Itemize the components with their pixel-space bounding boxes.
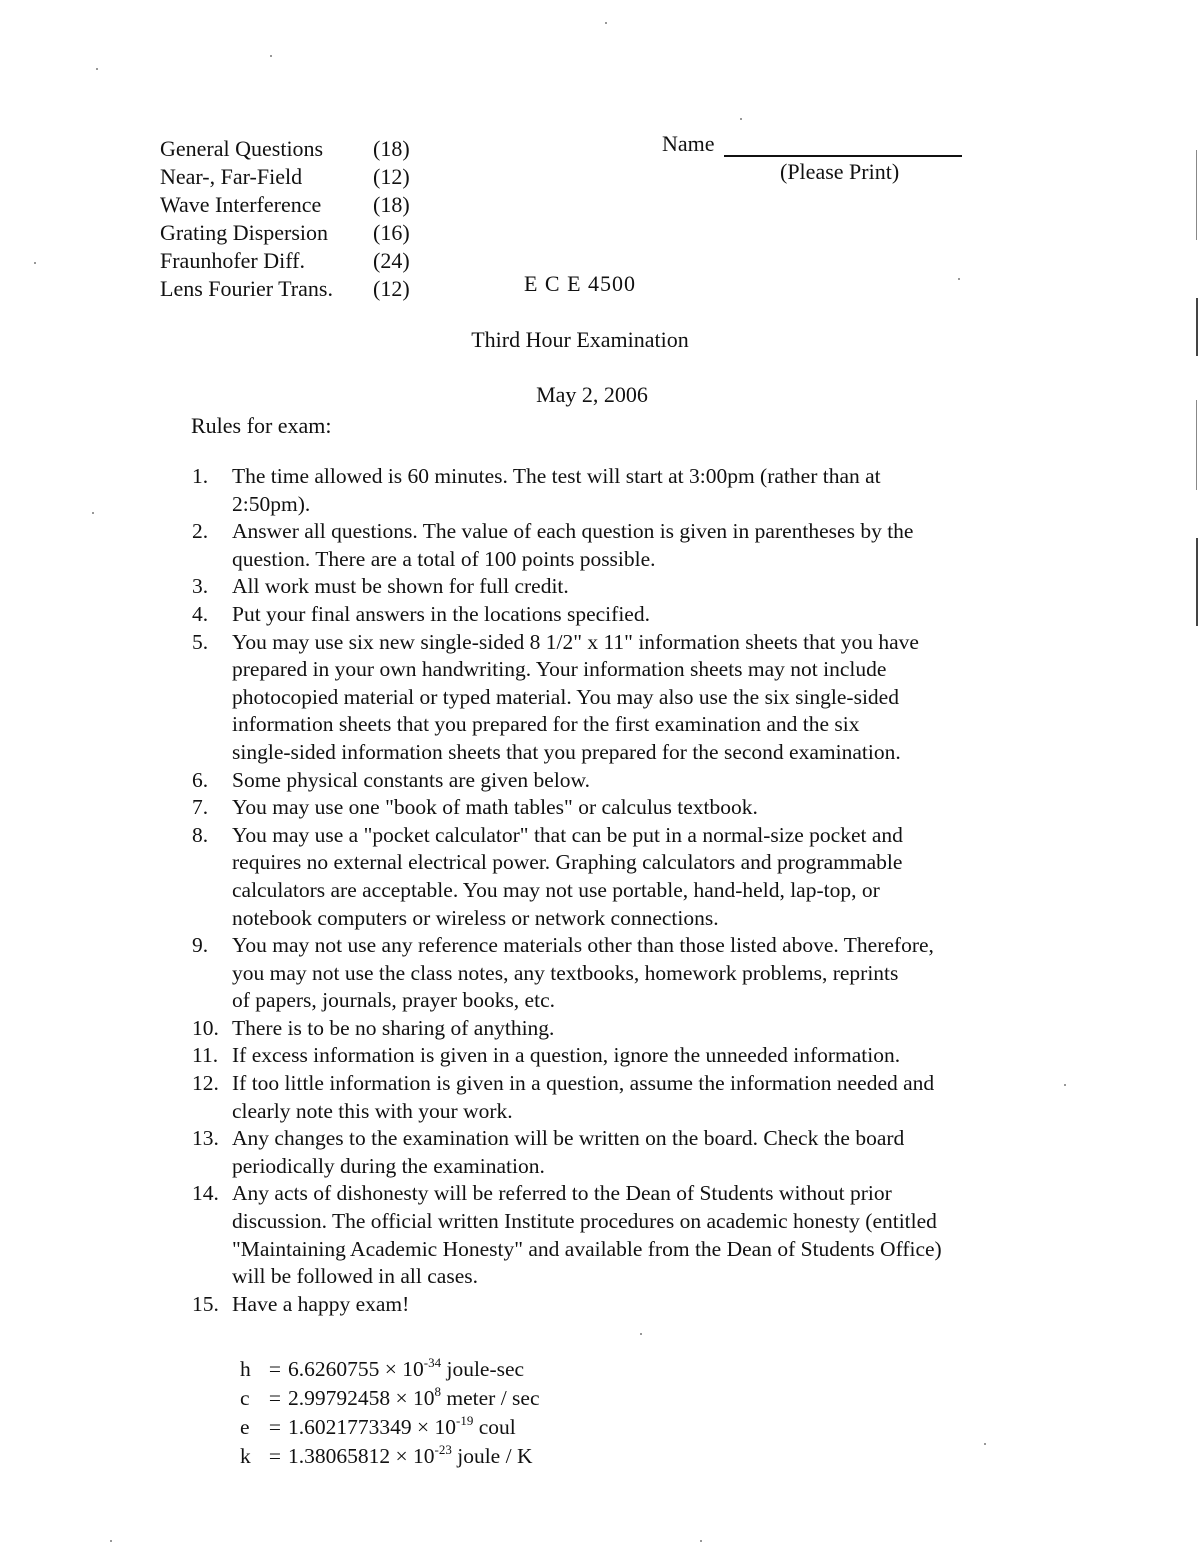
rules-heading: Rules for exam: xyxy=(191,413,332,438)
list-item xyxy=(192,629,1022,767)
constant-unit: coul xyxy=(478,1415,516,1439)
scan-speck xyxy=(740,118,742,120)
name-blank-line[interactable] xyxy=(724,155,962,157)
rule-text: Answer all questions. The value of each question is given in parentheses by the question. There are a total of 100 points possible. xyxy=(232,519,914,571)
rule-text: You may use six new single-sided 8 1/2" x 11" information sheets that you have prepared in your own handwriting. Your information sheets may not include photocopied material or typed material. You may also use the six single-sided information sheets that you prepared for the first examination and the six single-sided information sheets that you prepared for the second examination. xyxy=(232,629,919,764)
list-item xyxy=(192,1291,1022,1319)
constant-symbol: k xyxy=(240,1444,251,1468)
rules-list xyxy=(192,463,1022,1318)
constant-exponent: -19 xyxy=(456,1413,474,1428)
scan-speck xyxy=(96,68,98,70)
exam-date: May 2, 2006 xyxy=(536,382,648,407)
scan-speck xyxy=(92,512,94,514)
rule-number: 9. xyxy=(192,933,209,958)
equals-sign: = xyxy=(268,1444,282,1468)
scan-speck xyxy=(958,278,960,280)
times-ten: × 10 xyxy=(395,1386,435,1410)
list-item xyxy=(192,601,1022,629)
scan-speck xyxy=(700,1540,702,1542)
score-points: (12) xyxy=(373,164,410,189)
list-item xyxy=(192,1125,1022,1180)
rule-text: The time allowed is 60 minutes. The test will start at 3:00pm (rather than at 2:50pm). xyxy=(232,464,881,516)
score-topic: Fraunhofer Diff. xyxy=(160,248,305,273)
scan-speck xyxy=(984,1443,986,1445)
rule-text: Any changes to the examination will be written on the board. Check the board periodically during the examination. xyxy=(232,1126,905,1178)
name-field-block xyxy=(662,130,972,190)
constant-unit: joule-sec xyxy=(446,1357,525,1381)
score-topic: General Questions xyxy=(160,136,324,161)
rule-number: 4. xyxy=(192,601,209,626)
rule-text: You may use one "book of math tables" or calculus textbook. xyxy=(232,795,758,820)
rule-number: 1. xyxy=(192,464,209,488)
score-points: (12) xyxy=(373,276,410,301)
list-item xyxy=(192,932,1022,1015)
rule-text: Some physical constants are given below. xyxy=(232,767,591,792)
list-item xyxy=(192,1015,1022,1043)
rule-number: 8. xyxy=(192,822,209,847)
list-item xyxy=(192,767,1022,795)
scan-speck xyxy=(270,55,272,57)
list-item xyxy=(192,794,1022,822)
constant-row xyxy=(240,1442,540,1471)
equals-sign: = xyxy=(268,1415,282,1439)
list-item xyxy=(192,822,1022,932)
constant-exponent: 8 xyxy=(434,1384,442,1399)
rule-text: If excess information is given in a question, ignore the unneeded information. xyxy=(232,1043,901,1068)
scan-edge-mark xyxy=(1196,538,1198,626)
scan-speck xyxy=(34,262,36,264)
times-ten: × 10 xyxy=(384,1357,424,1381)
list-item xyxy=(192,1180,1022,1290)
list-item xyxy=(192,1042,1022,1070)
scan-edge-mark xyxy=(1196,400,1197,490)
name-label: Name xyxy=(662,131,715,156)
constant-exponent: -23 xyxy=(434,1442,452,1457)
rule-number: 12. xyxy=(192,1071,219,1096)
score-points: (16) xyxy=(373,220,410,245)
physical-constants xyxy=(240,1355,540,1471)
rule-number: 6. xyxy=(192,767,209,792)
rule-number: 14. xyxy=(192,1181,219,1206)
score-topic: Wave Interference xyxy=(160,192,322,217)
rule-text: There is to be no sharing of anything. xyxy=(232,1015,555,1040)
scan-edge-mark xyxy=(1196,150,1197,240)
constant-symbol: e xyxy=(240,1415,250,1439)
rule-text: Put your final answers in the locations specified. xyxy=(232,601,650,626)
constant-mantissa: 6.6260755 xyxy=(288,1357,380,1381)
rule-number: 7. xyxy=(192,795,209,820)
scan-speck xyxy=(1064,1084,1066,1086)
constant-mantissa: 1.6021773349 xyxy=(288,1415,412,1439)
score-points: (18) xyxy=(373,136,410,161)
list-item xyxy=(192,1070,1022,1125)
equals-sign: = xyxy=(268,1357,282,1381)
rule-text: You may use a "pocket calculator" that can be put in a normal-size pocket and requires no external electrical power. Graphing calculators and programmable calculators are acceptable. You may not use portable, hand-held, lap-top, or notebook computers or wireless or network connections. xyxy=(232,822,903,930)
constant-exponent: -34 xyxy=(423,1355,442,1370)
rule-number: 10. xyxy=(192,1015,219,1040)
score-topic: Lens Fourier Trans. xyxy=(160,276,333,301)
scan-speck xyxy=(110,1540,112,1542)
course-number: E C E 4500 xyxy=(523,271,637,296)
exam-title: Third Hour Examination xyxy=(471,327,689,352)
constant-unit: meter / sec xyxy=(446,1386,540,1410)
rule-text: All work must be shown for full credit. xyxy=(232,574,569,599)
scan-speck xyxy=(605,22,607,24)
score-topic: Grating Dispersion xyxy=(160,220,329,245)
times-ten: × 10 xyxy=(395,1444,435,1468)
rule-number: 3. xyxy=(192,574,209,599)
rule-text: Have a happy exam! xyxy=(232,1291,410,1316)
constant-unit: joule / K xyxy=(457,1444,533,1468)
score-points: (18) xyxy=(373,192,410,217)
times-ten: × 10 xyxy=(417,1415,457,1439)
list-item xyxy=(192,518,1022,573)
equals-sign: = xyxy=(268,1386,282,1410)
rule-number: 5. xyxy=(192,629,209,654)
list-item xyxy=(192,463,1022,518)
list-item xyxy=(192,573,1022,601)
name-print-hint: (Please Print) xyxy=(780,159,900,184)
constant-symbol: c xyxy=(240,1386,250,1410)
constant-row xyxy=(240,1413,540,1442)
rule-number: 11. xyxy=(192,1043,219,1068)
rule-number: 13. xyxy=(192,1126,219,1151)
rule-number: 15. xyxy=(192,1291,219,1316)
rule-text: If too little information is given in a question, assume the information needed and clearly note this with your work. xyxy=(232,1071,935,1123)
score-points: (24) xyxy=(373,248,410,273)
constant-row xyxy=(240,1355,540,1384)
constant-symbol: h xyxy=(240,1357,251,1381)
rule-number: 2. xyxy=(192,519,209,544)
constant-mantissa: 2.99792458 xyxy=(288,1386,391,1410)
rule-text: Any acts of dishonesty will be referred to the Dean of Students without prior discussion. The official written Institute procedures on academic honesty (entitled "Maintaining Academic Honesty" and available from the Dean of Students Office) will be followed in all cases. xyxy=(232,1181,942,1289)
scan-edge-mark xyxy=(1196,298,1198,356)
constant-row xyxy=(240,1384,540,1413)
score-topic: Near-, Far-Field xyxy=(160,164,303,189)
rule-text: You may not use any reference materials other than those listed above. Therefore, you may not use the class notes, any textbooks, homework problems, reprints of papers, journals, prayer books, etc. xyxy=(232,933,934,1013)
scan-speck xyxy=(640,1333,642,1335)
constant-mantissa: 1.38065812 xyxy=(288,1444,391,1468)
